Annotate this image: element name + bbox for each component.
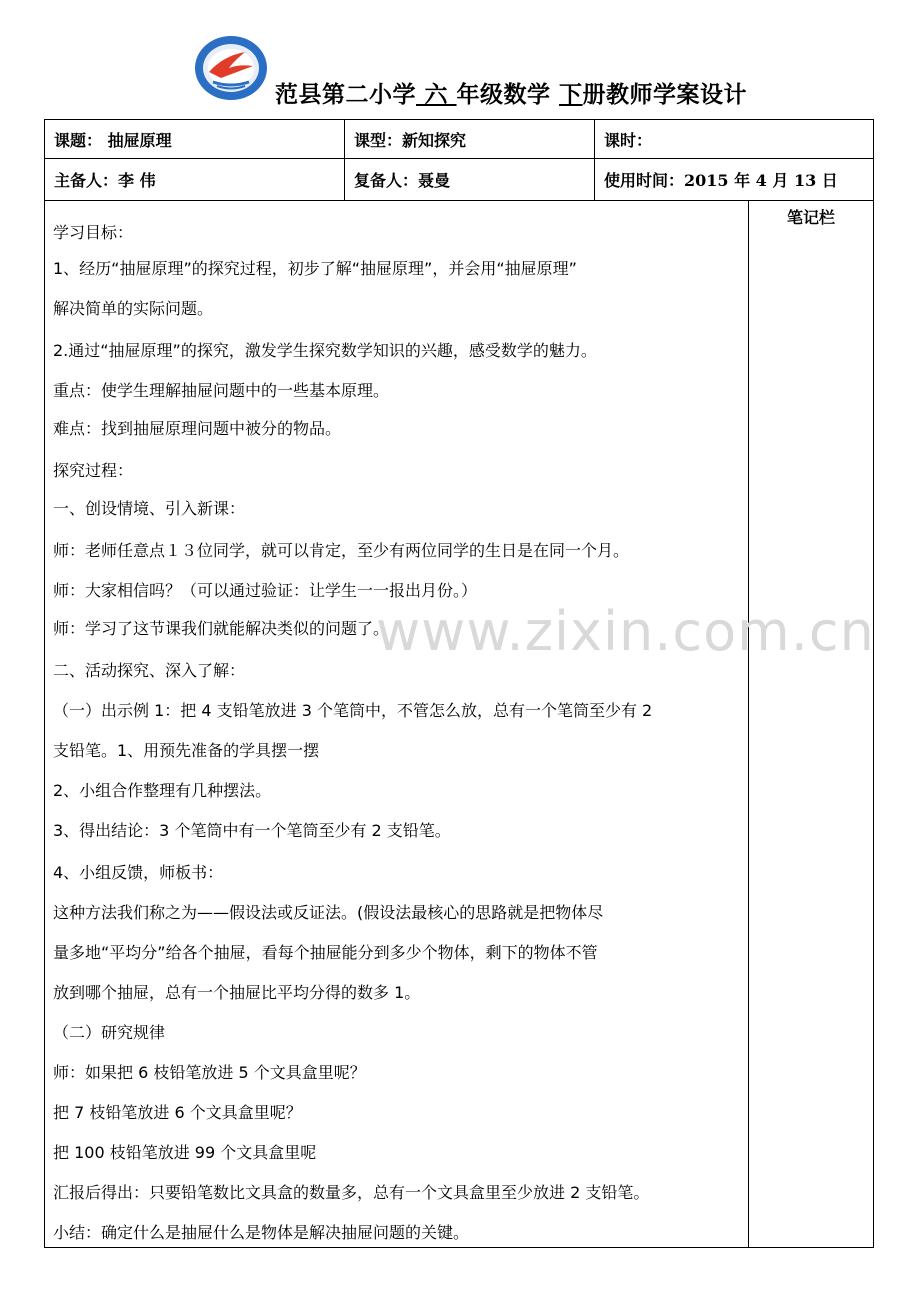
content-line: （一）出示例 1：把 4 支铅笔放进 3 个笔筒中，不管怎么放，总有一个笔筒至少有 2 [53,701,653,720]
content-line: 二、活动探究、深入了解： [53,661,246,680]
content-line: 3、得出结论：3 个笔筒中有一个笔筒至少有 2 支铅笔。 [53,821,451,840]
school-emblem-icon [193,34,269,102]
content-line: 师：老师任意点１３位同学，就可以肯定，至少有两位同学的生日是在同一个月。 [53,541,630,560]
school-logo [193,34,269,102]
content-line: 小结：确定什么是抽屉什么是物体是解决抽屉问题的关键。 [53,1223,470,1242]
type-cell: 课型：新知探究 [345,120,595,158]
title-suffix: 册教师学案设计 [582,81,748,108]
watermark-text: www.zixin.com.cn [376,600,875,663]
content-line: 放到哪个抽屉，总有一个抽屉比平均分得的数多 1。 [53,983,421,1002]
content-line: 难点：找到抽屉原理问题中被分的物品。 [53,419,342,438]
info-row-2 [45,159,873,201]
content-line: 把 7 枝铅笔放进 6 个文具盒里呢？ [53,1103,302,1122]
reviewer-cell: 复备人：聂曼 [345,159,595,200]
page-title [275,76,747,109]
content-line: 解决简单的实际问题。 [53,299,214,318]
content-line: 探究过程： [53,461,134,480]
content-line: 师：学习了这节课我们就能解决类似的问题了。 [53,619,390,638]
info-row-1 [45,120,873,159]
content-line: 量多地“平均分”给各个抽屉，看每个抽屉能分到多少个物体，剩下的物体不管 [53,943,598,962]
content-area [45,201,749,1247]
content-line: 4、小组反馈，师板书： [53,863,224,882]
content-line: （二）研究规律 [53,1023,166,1042]
content-line: 把 100 枝铅笔放进 99 个文具盒里呢 [53,1143,317,1162]
content-line: 一、创设情境、引入新课： [53,499,246,518]
content-line: 学习目标： [53,223,134,242]
title-mid: 年级数学 [456,81,551,108]
content-line: 2、小组合作整理有几种摆法。 [53,781,272,800]
preparer-cell: 主备人：李 伟 [45,159,345,200]
content-line: 汇报后得出：只要铅笔数比文具盒的数量多，总有一个文具盒里至少放进 2 支铅笔。 [53,1183,650,1202]
lesson-table [44,119,874,1248]
date-cell: 使用时间：2015 年 4 月 13 日 [604,171,838,190]
content-line: 1、经历“抽屉原理”的探究过程，初步了解“抽屉原理”，并会用“抽屉原理” [53,259,577,278]
content-line: 师：如果把 6 枝铅笔放进 5 个文具盒里呢？ [53,1063,366,1082]
content-line: 这种方法我们称之为——假设法或反证法。(假设法最核心的思路就是把物体尽 [53,903,604,922]
title-grade: 六 [424,81,449,108]
notes-column-label: 笔记栏 [786,208,835,227]
content-line: 重点：使学生理解抽屉问题中的一些基本原理。 [53,381,390,400]
topic-cell: 课题： 抽屉原理 [45,120,345,158]
content-line: 师：大家相信吗？（可以通过验证：让学生一一报出月份。） [53,581,478,600]
period-cell: 课时： [604,130,653,150]
title-term: 下 [559,81,583,108]
content-line: 支铅笔。1、用预先准备的学具摆一摆 [53,741,320,760]
title-prefix: 范县第二小学 [275,81,416,108]
content-line: 2.通过“抽屉原理”的探究，激发学生探究数学知识的兴趣，感受数学的魅力。 [53,341,597,360]
